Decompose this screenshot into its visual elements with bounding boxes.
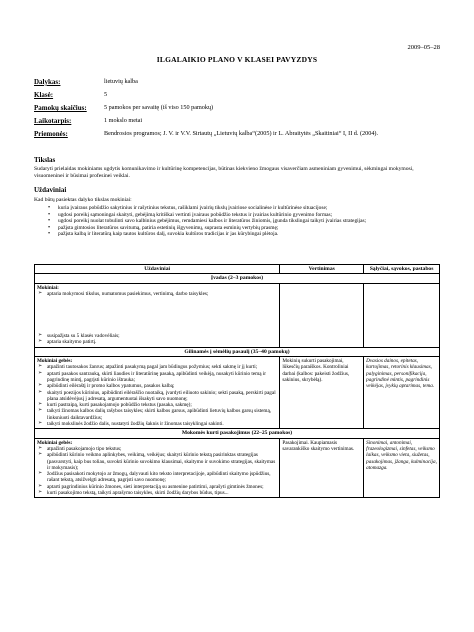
tasks-cell (35, 283, 280, 347)
list-item: ➢ apibūdinti kūrinio veikmo aplinkybes, veikimą, veikėjus; skaityti kūrinio tekstą pasirinktas strategijas (pasvarstyti, kaip bus toliau, suvokti kūrinio suvokimo klausimai, skaitymo ir suvokimo strategijas, skaitymas ir mokymasis); (37, 452, 277, 471)
column-header: Sąlyčiai, sąvokos, pastabos (364, 265, 440, 274)
cell-caption: Mokiniai gebės: (37, 439, 73, 446)
list-item: ➢ atpažinti pasakojamojo tipo tekstus; (37, 446, 277, 452)
list-item: ➢ taikyti žinomas kalbos dalių rašybos taisykles; skirti kalbos garsus, apibūdinti lietuvių kalbos garsų sistemą, linksniuoti daiktavardžius; (37, 408, 277, 421)
task-item: • pažįsta kalbą ir literatūrą kaip tautos kultūros dalį, suvokia kultūros tradicijas ir jas kūrybingai plėtoja. (34, 231, 444, 238)
document-date: 2009–05–28 (407, 44, 440, 51)
tasks-cell (35, 357, 280, 429)
notes-cell: Dvasios dainos, epitetas, kartojimas, retorinis klausimas, palyginimas, personifikacija, pagrindinė mintis, pagrindinis veikėjas, įvykių aptarimas, tema. (364, 357, 440, 429)
meta-value: lietuvių kalba (104, 78, 138, 85)
section-band: Mokomės kurti pasakojimus (22–25 pamokos) (35, 429, 440, 438)
document-title: ILGALAIKIO PLANO V KLASEI PAVYZDYS (156, 55, 318, 64)
evaluation-cell: Mokinių sukurti pasakojimai, lūkesčių paraiškos. Kontroliniai darbai (kalbos: pakeisti žodžius, sakinius, skrybėlą). (280, 357, 364, 429)
arrow-list (37, 291, 277, 297)
meta-value: 5 (104, 91, 108, 98)
meta-label: Pamokų skaičius: (34, 104, 87, 112)
meta-row (34, 130, 444, 138)
list-item: ➢ aptarti pagrindinius kūrinio žmones, sieti interpretaciją su asmenine patirtimi, aprašyti gimtinės žmones; (37, 484, 277, 490)
evaluation-cell: Pasakojimai. Kaupiamasis savarankiško skaitymo vertinimas. (280, 438, 364, 498)
tasks-cell (35, 438, 280, 498)
list-item: ➢ atpažinti tautosakos žanrus; atpažinti pasakymą pagal jam būdingus požymius; sekti sakmę ir jį kurti; (37, 364, 277, 370)
list-item: ➢ aptaria skaitymo patirtį. (37, 339, 277, 345)
goal-heading: Tikslas (34, 156, 56, 164)
list-item: ➢ taikyti mokslinės žodžio dalis, nustatyti žodžių šaknis ir žinomas taisyklingai sakinti. (37, 421, 277, 427)
meta-value: 1 mokslo metai (104, 117, 143, 124)
list-item: ➢ kurti pasakojimo tekstą, taikyti aprašymo taisykles, skirti žodžių darybos būdus, tipus... (37, 490, 277, 496)
cell-caption: Mokiniai: (37, 284, 59, 291)
metadata-block (34, 78, 444, 143)
meta-row (34, 78, 444, 86)
column-header: Vertinimas (280, 265, 364, 274)
list-item: ➢ aptaria mokymosi tikslus, numatomus pasiekimus, vertinimą, darbo taisykles; (37, 291, 277, 297)
tasks-list (34, 205, 444, 238)
section-band-row (35, 429, 440, 438)
section-band-row (35, 347, 440, 356)
meta-row (34, 91, 444, 99)
notes-cell: Sinonimai, antonimai, frazeologizmai, sinfetas, veiksmo laikas, veiksmo vieta, siužetas, pasakojimas, įžanga, kulminacija, atomazga. (364, 438, 440, 498)
cell-caption: Mokiniai gebės: (37, 358, 73, 365)
list-item: ➢ kurti pastraipą, kurti pasakojamojo pobūdžio tekstus (pasaka, sakmę); (37, 402, 277, 408)
page-break-gap (37, 297, 277, 333)
meta-row (34, 117, 444, 125)
table-row (35, 438, 440, 498)
list-item: ➢ skaityti poezijos kūrinius, apibūdinti eilėraščio nuotaiką, įvardyti eiliuoto sakinio; sekti pasaką, perskirti pagal plana atsidėvėjusį j adresatą, argumentuotai išsakyti savo nuomonę; (37, 390, 277, 403)
column-header: Uždaviniai (35, 265, 280, 274)
list-item: ➢ susipažįsta su 5 klasės vadovėliais; (37, 333, 277, 339)
arrow-list (37, 364, 277, 427)
meta-label: Dalykas: (34, 78, 61, 86)
evaluation-cell (280, 283, 364, 347)
goal-text: Sudaryti prielaidas mokiniams ugdytis komunikavimo ir kultūrinę kompetencijas, būtinas kiekvieno žmogaus visaverčiam asmeniniam gyvenimui, sėkmingai mokymosi, visuomeninei ir būsimai profesinei veiklai. (34, 166, 414, 179)
tasks-heading: Uždaviniai (34, 186, 67, 194)
table-header-row (35, 265, 440, 274)
task-item: • ugdosi poreikį sąmoningai skaityti, gebėjimą kritiškai vertinti įvairaus pobūdžio tekstus ir įvairias kultūrinio gyvenimo formas; (34, 212, 444, 219)
list-item: ➢ aptarti pasakos santrauką, skirti liaudies ir literatūrinę pasaką, apibūdinti veikėją, nusakyti kūrinio temą ir pagrindinę mintį, pagrįsti kūrinio ištrauka; (37, 371, 277, 384)
tasks-intro: Kad būtų pasiektas dalyko tikslas mokiniai: (34, 197, 132, 203)
section-band: Įvadas (2–3 pamokos) (35, 274, 440, 283)
meta-value: 5 pamokos per savaitę (iš viso 150 pamokų) (104, 104, 214, 111)
meta-value: Bendrosios programos; J. V. ir V.V. Sirtautų „Lietuvių kalba“(2005) ir L. Abraitytės „Skaitiniai“ I, II d. (2004). (104, 130, 379, 137)
section-band-row (35, 274, 440, 283)
notes-cell (364, 283, 440, 347)
meta-row (34, 104, 444, 112)
plan-table (34, 264, 440, 498)
meta-label: Laikotarpis: (34, 117, 72, 125)
section-band: Gilinamės į sėmėlių pasaulį (35–40 pamokų) (35, 347, 440, 356)
task-item: • ugdosi poreikį nuolat tobulinti savo kalbinius gebėjimus, remdamiesi kalbos ir literatūros žiniomis, įgunda tikslingai taikyti įvairias strategijas; (34, 218, 444, 225)
arrow-list (37, 446, 277, 496)
task-item: • pažįsta gimtosios literatūros savitumą, patiria estetinių išgyvenimų, suprasta esminių vertybių prasmę; (34, 225, 444, 232)
arrow-list (37, 333, 277, 346)
meta-label: Priemonės: (34, 130, 68, 138)
list-item: ➢ žodžius pasisakoti mokytojo ar žmogų, dalyvauti kito teksto interpretacijoje, apibūdinti skaitymo įspūdžius, rašant tekstą, atsižvelgti adresatą, pagrįsti savo nuomonę; (37, 471, 277, 484)
list-item: ➢ apibūdinti eilėraštį ir promo kalbos ypatumus, pasakos kalbą; (37, 383, 277, 389)
task-item: • kuria įvairaus pobūdžio sakytinius ir rašytinius tekstus, rašiklami įvairių tikslų įvairiose socialinėse ir kultūrinėse situacijose; (34, 205, 444, 212)
table-row (35, 283, 440, 347)
table-row (35, 357, 440, 429)
meta-label: Klasė: (34, 91, 54, 99)
